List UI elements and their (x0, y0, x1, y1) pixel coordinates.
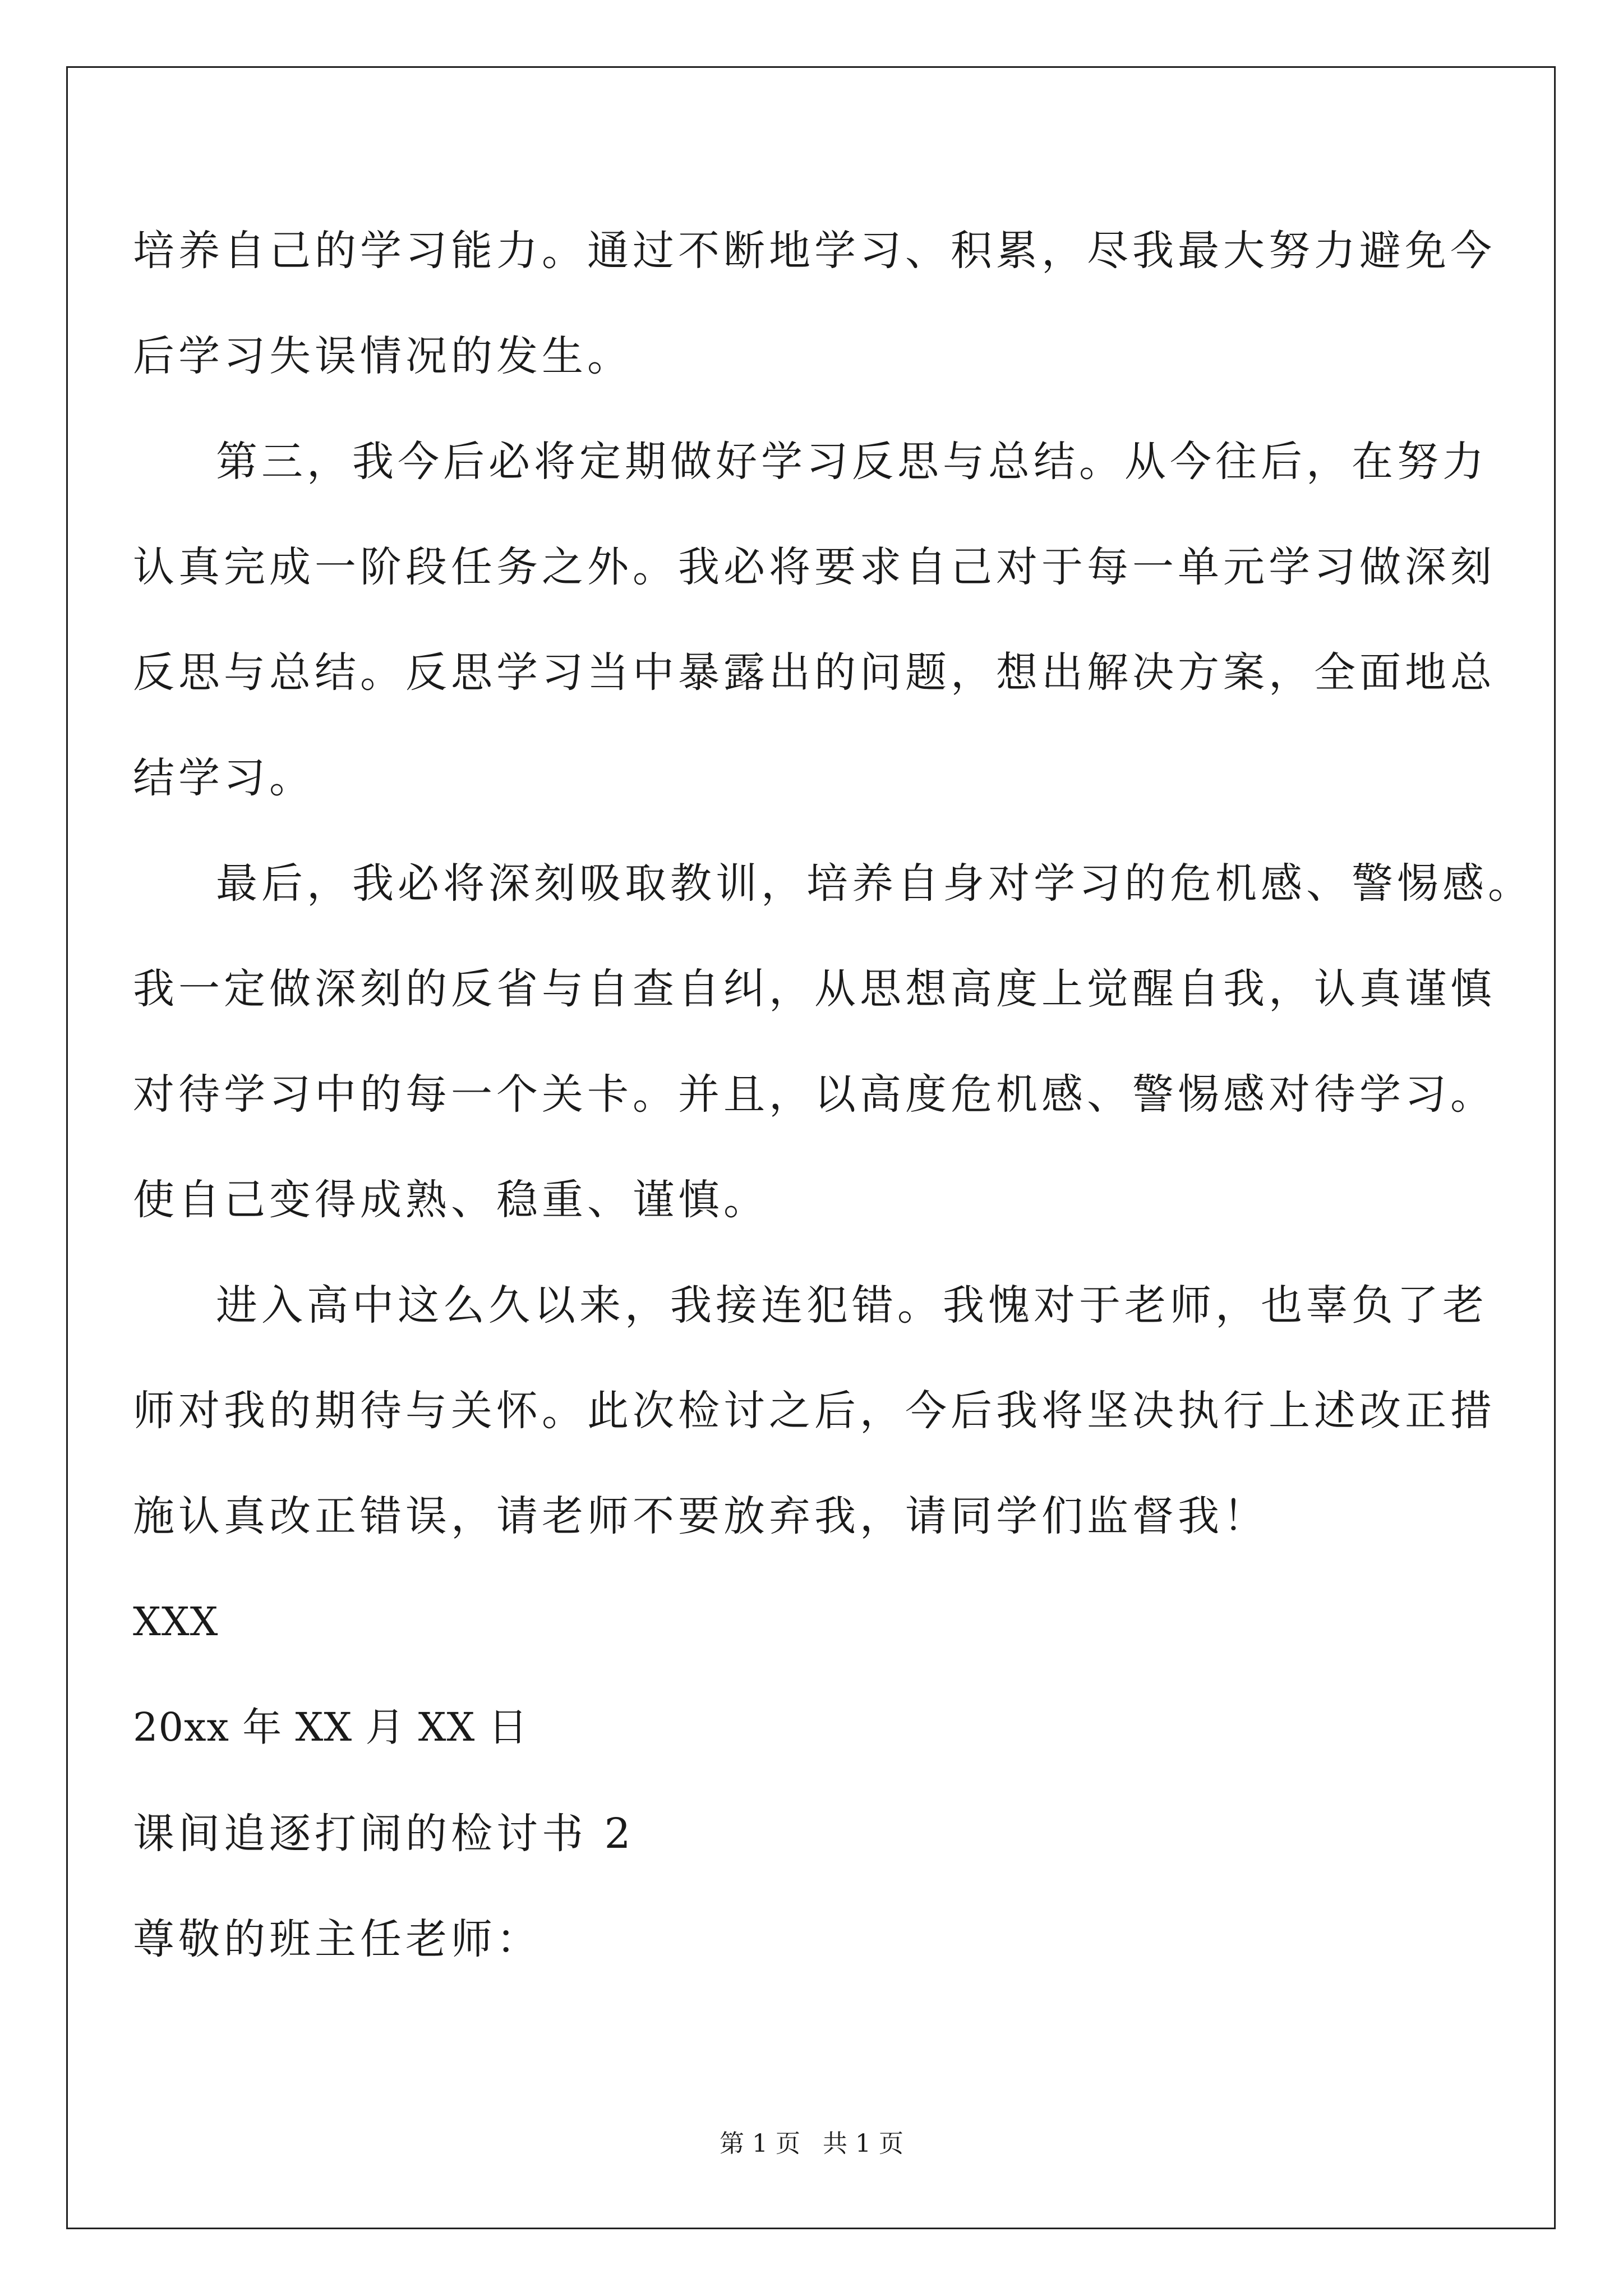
paragraph-start-line: 最后，我必将深刻吸取教训，培养自身对学习的危机感、警惕感。 (216, 859, 1533, 908)
paragraph-start-line: 进入高中这么久以来，我接连犯错。我愧对于老师，也辜负了老 (216, 1281, 1488, 1329)
paragraph-start-line: 第三，我今后必将定期做好学习反思与总结。从今往后，在努力 (216, 438, 1488, 486)
text-line: 反思与总结。反思学习当中暴露出的问题，想出解决方案，全面地总 (133, 648, 1496, 697)
page-border (66, 66, 1556, 2229)
text-line: 对待学习中的每一个关卡。并且，以高度危机感、警惕感对待学习。 (133, 1070, 1496, 1119)
section-title: 课间追逐打闹的检讨书 2 (133, 1810, 635, 1858)
text-line: 施认真改正错误，请老师不要放弃我，请同学们监督我！ (133, 1492, 1269, 1540)
signature-date: 20xx 年 XX 月 XX 日 (133, 1704, 528, 1750)
text-line: 结学习。 (133, 754, 315, 802)
page-number: 第 1 页 (720, 2129, 800, 2158)
salutation: 尊敬的班主任老师： (133, 1915, 542, 1963)
text-line: 师对我的期待与关怀。此次检讨之后，今后我将坚决执行上述改正措 (133, 1387, 1496, 1435)
text-line: 使自己变得成熟、稳重、谨慎。 (133, 1176, 769, 1224)
text-line: 我一定做深刻的反省与自查自纠，从思想高度上觉醒自我，认真谨慎 (133, 965, 1496, 1013)
signature-name: XXX (133, 1599, 219, 1645)
text-line: 培养自己的学习能力。通过不断地学习、积累，尽我最大努力避免今 (133, 227, 1496, 275)
text-line: 认真完成一阶段任务之外。我必将要求自己对于每一单元学习做深刻 (133, 543, 1496, 591)
text-line: 后学习失误情况的发生。 (133, 332, 633, 380)
page-total: 共 1 页 (823, 2129, 903, 2158)
page-footer (0, 2129, 1623, 2158)
